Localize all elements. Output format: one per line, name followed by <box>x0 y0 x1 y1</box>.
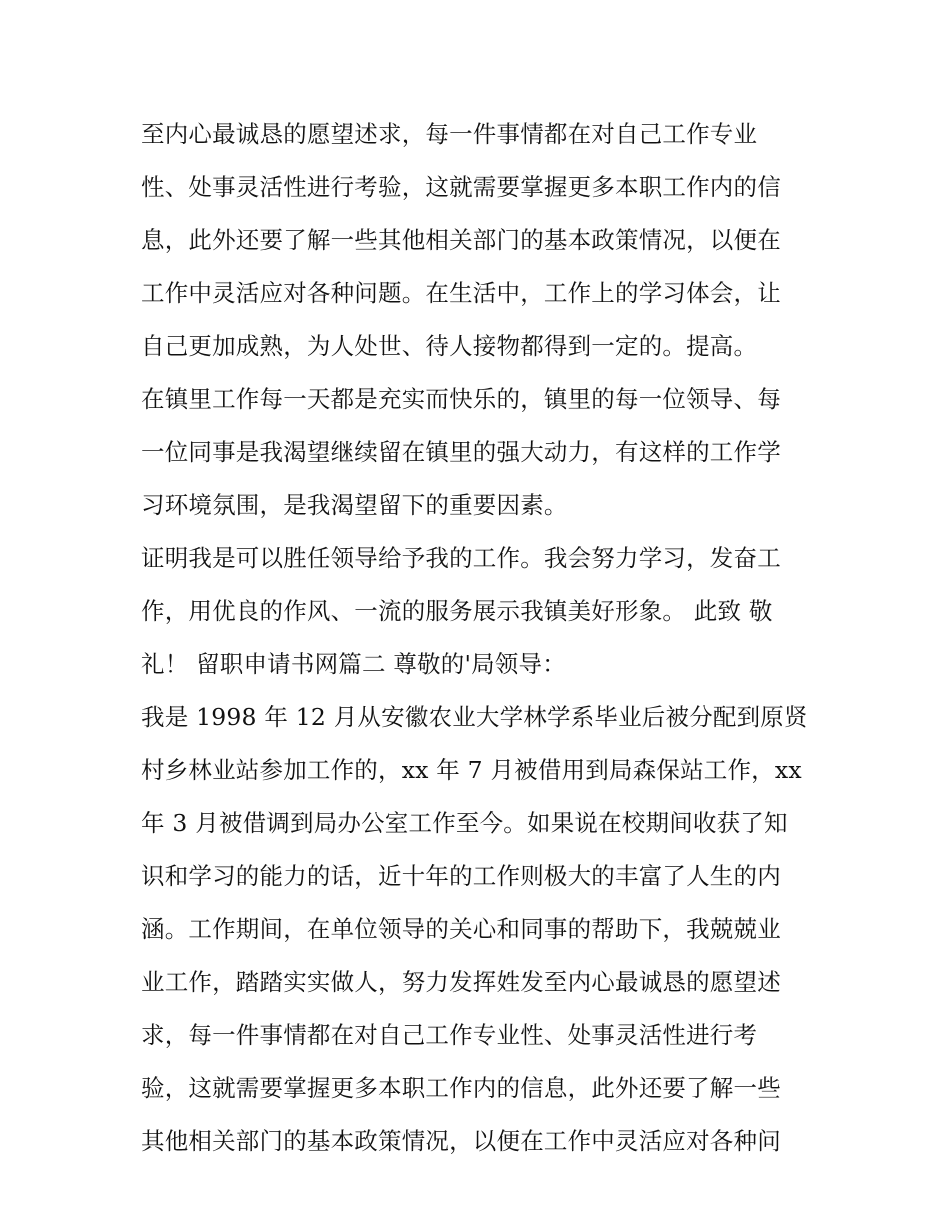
text-line: 性、处事灵活性进行考验，这就需要掌握更多本职工作内的信 <box>141 173 781 201</box>
text-line: 在镇里工作每一天都是充实而快乐的，镇里的每一位领导、每 <box>141 385 781 413</box>
text-line: 村乡林业站参加工作的，xx 年 7 月被借用到局森保站工作，xx <box>141 756 802 784</box>
document-body <box>141 108 821 1168</box>
text-line: 礼！ 留职申请书网篇二 尊敬的'局领导： <box>141 650 566 678</box>
text-line: 作，用优良的作风、一流的服务展示我镇美好形象。 此致 敬 <box>141 597 773 625</box>
text-line: 涵。工作期间，在单位领导的关心和同事的帮助下，我兢兢业 <box>141 915 781 943</box>
text-line: 证明我是可以胜任领导给予我的工作。我会努力学习，发奋工 <box>141 544 781 572</box>
text-line: 至内心最诚恳的愿望述求，每一件事情都在对自己工作专业 <box>141 120 758 148</box>
text-line: 其他相关部门的基本政策情况，以便在工作中灵活应对各种问 <box>141 1127 781 1155</box>
text-line: 年 3 月被借调到局办公室工作至今。如果说在校期间收获了知 <box>141 809 788 837</box>
text-line: 求，每一件事情都在对自己工作专业性、处事灵活性进行考 <box>141 1021 758 1049</box>
text-line: 识和学习的能力的话，近十年的工作则极大的丰富了人生的内 <box>141 862 781 890</box>
text-line: 习环境氛围，是我渴望留下的重要因素。 <box>141 491 568 519</box>
text-line: 业工作，踏踏实实做人，努力发挥姓发至内心最诚恳的愿望述 <box>141 968 781 996</box>
text-line: 验，这就需要掌握更多本职工作内的信息，此外还要了解一些 <box>141 1074 781 1102</box>
text-line: 我是 1998 年 12 月从安徽农业大学林学系毕业后被分配到原贤 <box>141 703 808 731</box>
text-line: 一位同事是我渴望继续留在镇里的强大动力，有这样的工作学 <box>141 438 781 466</box>
text-line: 息，此外还要了解一些其他相关部门的基本政策情况，以便在 <box>141 226 781 254</box>
text-line: 工作中灵活应对各种问题。在生活中，工作上的学习体会，让 <box>141 279 781 307</box>
text-line: 自己更加成熟，为人处世、待人接物都得到一定的。提高。 <box>141 332 758 360</box>
